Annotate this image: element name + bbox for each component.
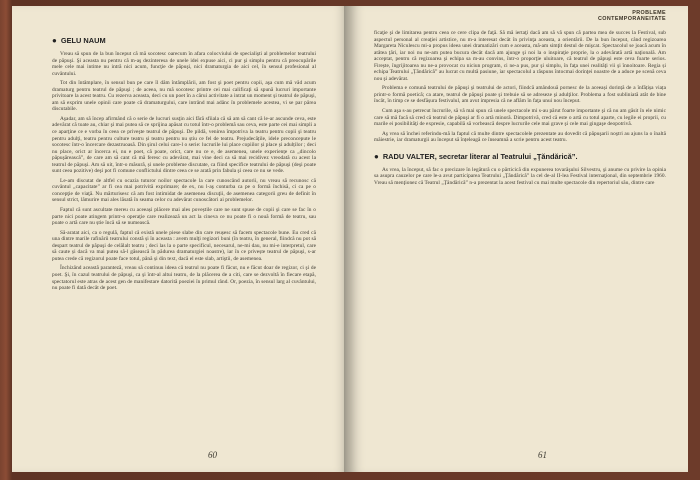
section-title: RADU VALTER, secretar literar al Teatrului „Ţăndărică”. [382,151,578,161]
page-number: 61 [538,450,547,460]
paragraph: Vreau să spun de la bun început că mă socotesc oarecum în afara colocviului de specialişti al problemelor teatrului de păpuşi. Şi aceasta nu pentru că m-aş dezinteresa de unele idei expuse aici, ci pur şi simplu pentru că preocupările mele cele mai intime nu intră nici acum, funcţie de păpuşi, nici dramaturgia de aici cel, în sensul profesional al cuvântului. [52,51,316,77]
paragraph: Să-aratat aici, ca o regulă, faptul că există unele piese slabe din care reușesc să facem spectacole bune. Eu cred că una dintre marile rafinării teatrului constă și în aceasta : avem mulţi regizori buni (în teatru, în general, fiindcă nu pot să despart teatrul de păpuşi de celălalt teatru ; deci las la o parte specificul, necesarul, ne-mi dau, nu mi-e interpretul, care să caute și dacă va mai putea să-l găsească în pădurea dramaturgiei noastre), iar în ce privește teatrul de păpuşi, s-ar putea crede că regizorul poate face totul, până și din text, dacă el este slab, artiştii, de asemenea. [52,229,316,262]
paragraph: ficaţie şi de limitarea pentru ceea ce cere clipa de faţă. Să mă iertaţi dacă am să vă spun că partea mea de succes la Festival, sub aspectul personal al creaţiei artistice, nu m-a interesat decât în privinţa aceasta, a orientării. De la bun început, când regizoarea Margareta Niculescu mi-a propus ideea unei dramatizări cum e aceasta, mă-am simţit destul de mişcat. Spectacolul se joacă acum în atâtea ţări, iar noi nu ne-am putea bucura decât dacă am ajunge şi noi la o inspiraţie proprie, la o adevărată artă naţională. Am acceptat, pentru că regizoarea şi echipa sa m-au convins, într-o proporţie uluitoare, că teatrul de păpuşi este ceva foarte serios. Firește, îngrijitoarea nu ne-a provocat cu niciun program, ci ne-a pus, pur şi simplu, în faţa unei realităţi vii şi înnoitoare. Regia și echipa Teatrului „Țăndărică” au lucrat cu multă pasiune, iar spectacolul a răspuns întocmai dorinţei noastre de a aduce pe scenă ceva nou şi adevărat. [374,30,666,82]
paragraph: Tot din întâmplare, în sensul bun pe care îl dăm întâmplării, am fost şi poet pentru copii, aşa cum mă văd acum dramaturg pentru teatrul de păpuşi ; de aceea, nu mă socotesc printre cei mai calificaţi să spună lucruri importante privitoare la acest teatru. Cu rezerva aceasta, deci cu un poet în a cărui activitate a intrat un moment şi teatrul de păpuşi, am să exprim unele opinii care poate că dramaturgului, care intrând mai adânc în problemele acestea, vi se par pârea discutabile. [52,80,316,113]
paragraph: Cum aşa s-au petrecut lucrurile, să vă mai spun că unele spectacole mi s-au părut foarte importante şi că nu am găsit în ele nimic care să mă facă să cred că teatrul de păpuşi ar fi o artă minoră. Dimpotrivă, cred că este o artă cu totul aparte, cu legile ei proprii, cu marile ei posibilităţi de expresie, capabilă să vorbească despre lucrurile cele mai grave şi cele mai gingaşe deopotrivă. [374,108,666,128]
paragraph: Aşadar, am să încep afirmând că o serie de lucruri susţin aici fără sfiiala că să am să cant că le-ar ascunde ceva, este adevărat că toate au, chiar şi mai putea să ce sprijina apăsat cu totul într-o problemă sau ceva, este parte cei mai simpli a ce aparţine ce e vorba în ceea ce priveşte teatrul de păpuşi. De pildă, venirea împotriva la teatru pentru copii şi teatru pentru adulţi, teatru pentru culture teatru și teatru pentru nu știu ce fel de teatru. Prejudecățile, idele preconcepute le socotesc într-o încercare dezastruoasă. Din şirul celui care-l o serie: lucrurile lui place copiilor și place și adulților ; deci nu place, orict ar încerca ei, nu e poet, că poate, orict, care nu ce e, de asemenea, unele experiențe ca „dincolo păpuşărească”, de care am să cant că mă feresc cu adevărat, mai vine deci ca să mai recidivez vreodată cu acest la teatrul de păpuşi. Am să uit, într-o măsură, și unele probleme discutate, ca fiind specifice teatrului de păpuşi (deşi poate sunt ceea pozitive) deşi pot fi comune conflictului dintre ceea ce se arată prin fabula şi ceea ce nu se vede. [52,115,316,175]
page-number: 60 [208,450,217,460]
paragraph: Aş vrea să închei referindu-mă la faptul că multe dintre spectacolele prezentate au dovedit că păpuşarii noştri au ajuns la o înaltă măiestrie, iar dramaturgii au început să înțeleagă ce înseamnă a scrie pentru acest teatru. [374,130,666,144]
paragraph: Închizând această paranteză, vreau să continuu ideea că teatrul nu poate fi făcut, nu e făcut doar de regizor, ci şi de poet. Şi, în cazul teatrului de păpuşi, ca şi într-al altui teatru, de la plăcerea de a citi, care se dezvoltă în fiecare etapă, spectatorul este atras de acest gen de manifestare datorită poeziei în primul rând. Or, poezia, în sensul larg al cuvântului, nu poate fi dată decât de poet. [52,265,316,292]
section-heading-gelu-naum [52,36,316,45]
paragraph: Problema e comună teatrului de păpuşi şi teatrului de actori, fiindcă amândouă pornesc de la aceeași dorință de a înfățișa viața printr-o formă poetică; ca atare, teatrul de păpuşi poate şi trebuie să se adreseze şi adulţilor. Problema a fost subliniată atât de bine încât, în timp ce se desfășura festivalul, am avut impresia că ne aflăm în faţa unui nou început. [374,85,666,105]
bullet-icon: ● [52,36,57,45]
paragraph: Faptul că sunt ascultate mereu cu aceeași plăcere mai ales poveștile care ne sunt spuse de copii şi care se fac în o parte nici poate atingem printr-o operaţie care realizează un act la cineva ce nu poate fi o nouă formă de teatru, sau poate o artă care nu știe încă să se numească. [52,207,316,227]
section-heading-radu-valter [374,152,666,161]
section-title: GELU NAUM [60,36,106,45]
paragraph: Le-am discutat de altfel cu ocazia tuturor noilor spectacole la care cunoscând autorii, nu vreau să recunosc că cuvântul „capacitate” ar fi cea mai potrivită exprimare; de ex, nu l-aş conturba ca pe o formă închisă, ci ca pe o concepţie de viaţă. Nu mărturisesc că am fost intimidat de asemenea discuţii, de asemenea categorii greu de definit în sensul strict, lămurire mai ales lăsată în seama celor cu adevărat cunoscători ai problemelor. [52,177,316,204]
bullet-icon: ● [374,151,379,161]
paragraph: As vrea, la început, să fac o precizare în legătură cu o părticică din expunerea tovarăşului Silvestru, şi anume cu privire la opinia sa asupra cauzelor pe care le-a avut participarea Teatrului „Ţăndărică” la cel de-al II-lea Festival internaţional, din septembrie 1960. Vreau să menţionez că Teatrul „Ţăndărică” n-a prezentat la acest festival cu mai multe spectacole din repertoriul său, dintre care [374,166,666,186]
running-header: PROBLEME CONTEMPORANEITATE [598,10,666,22]
left-page [12,6,348,472]
right-page [348,6,688,472]
